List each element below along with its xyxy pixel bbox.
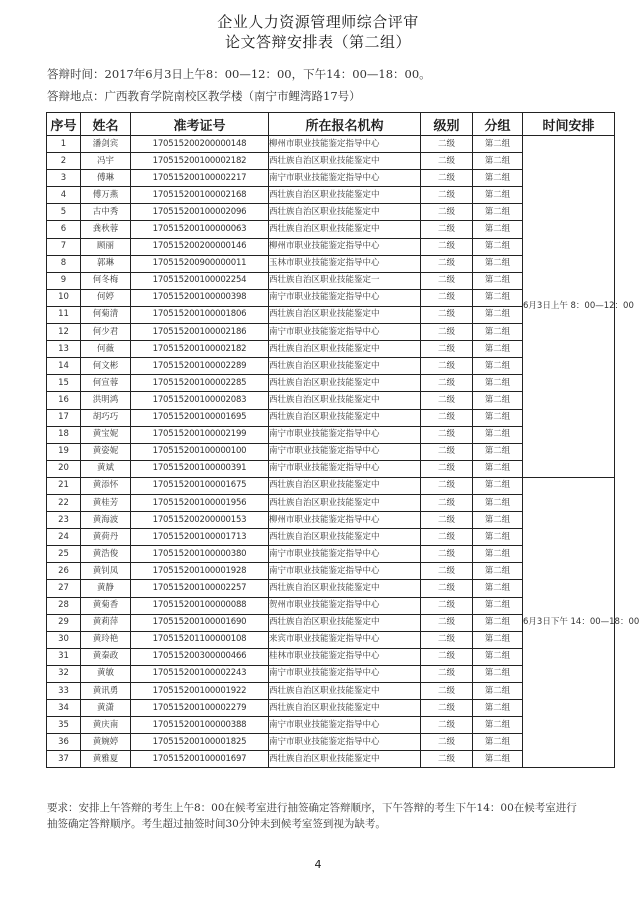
cell-organization: 玉林市职业技能鉴定指导中心	[269, 255, 421, 272]
cell-exam-id: 170515200100001690	[131, 614, 269, 631]
cell-name: 黄斌	[81, 460, 131, 477]
cell-number: 17	[47, 409, 81, 426]
cell-name: 古中秀	[81, 204, 131, 221]
cell-level: 二级	[421, 460, 473, 477]
cell-group: 第二组	[473, 751, 523, 768]
cell-level: 二级	[421, 170, 473, 187]
cell-group: 第二组	[473, 460, 523, 477]
cell-name: 何宣蓉	[81, 375, 131, 392]
schedule-table	[46, 112, 639, 768]
cell-exam-id: 170515200200000146	[131, 238, 269, 255]
cell-number: 32	[47, 665, 81, 682]
cell-name: 郭琳	[81, 255, 131, 272]
cell-organization: 西壮族自治区职业技能鉴定中	[269, 341, 421, 358]
cell-organization: 西壮族自治区职业技能鉴定中	[269, 494, 421, 511]
cell-exam-id: 170515200100000063	[131, 221, 269, 238]
cell-number: 34	[47, 700, 81, 717]
cell-name: 黄姿妮	[81, 443, 131, 460]
cell-organization: 西壮族自治区职业技能鉴定中	[269, 580, 421, 597]
cell-number: 9	[47, 272, 81, 289]
cell-exam-id: 170515200100001922	[131, 683, 269, 700]
cell-group: 第二组	[473, 477, 523, 494]
cell-level: 二级	[421, 734, 473, 751]
cell-group: 第二组	[473, 512, 523, 529]
cell-organization: 西壮族自治区职业技能鉴定中	[269, 477, 421, 494]
cell-number: 19	[47, 443, 81, 460]
cell-number: 30	[47, 631, 81, 648]
cell-organization: 西壮族自治区职业技能鉴定中	[269, 700, 421, 717]
cell-number: 11	[47, 306, 81, 323]
cell-organization: 西壮族自治区职业技能鉴定中	[269, 358, 421, 375]
cell-organization: 南宁市职业技能鉴定指导中心	[269, 324, 421, 341]
cell-name: 傅琳	[81, 170, 131, 187]
cell-organization: 西壮族自治区职业技能鉴定中	[269, 187, 421, 204]
cell-level: 二级	[421, 529, 473, 546]
cell-level: 二级	[421, 306, 473, 323]
document-subtitle: 论文答辩安排表（第二组）	[224, 33, 411, 51]
cell-group: 第二组	[473, 238, 523, 255]
cell-number: 25	[47, 546, 81, 563]
cell-level: 二级	[421, 614, 473, 631]
cell-group: 第二组	[473, 426, 523, 443]
cell-number: 37	[47, 751, 81, 768]
cell-group: 第二组	[473, 170, 523, 187]
cell-organization: 西壮族自治区职业技能鉴定中	[269, 529, 421, 546]
cell-number: 4	[47, 187, 81, 204]
cell-group: 第二组	[473, 665, 523, 682]
cell-organization: 西壮族自治区职业技能鉴定中	[269, 153, 421, 170]
cell-level: 二级	[421, 648, 473, 665]
cell-organization: 西壮族自治区职业技能鉴定中	[269, 751, 421, 768]
cell-organization: 南宁市职业技能鉴定指导中心	[269, 443, 421, 460]
cell-name: 黄秦政	[81, 648, 131, 665]
cell-organization: 西壮族自治区职业技能鉴定中	[269, 204, 421, 221]
cell-exam-id: 170515200900000011	[131, 255, 269, 272]
cell-exam-id: 170515200100001928	[131, 563, 269, 580]
cell-level: 二级	[421, 324, 473, 341]
cell-exam-id: 170515200100000088	[131, 597, 269, 614]
cell-level: 二级	[421, 665, 473, 682]
cell-name: 黄荷丹	[81, 529, 131, 546]
cell-name: 黄宝妮	[81, 426, 131, 443]
cell-name: 顾丽	[81, 238, 131, 255]
cell-level: 二级	[421, 546, 473, 563]
cell-number: 28	[47, 597, 81, 614]
cell-organization: 柳州市职业技能鉴定指导中心	[269, 136, 421, 153]
cell-level: 二级	[421, 563, 473, 580]
requirements-note: 要求：安排上午答辩的考生上午8：00在候考室进行抽签确定答辩顺序，下午答辩的考生下午14：00在候考室进行抽签确定答辩顺序。考生超过抽签时间30分钟未到候考室签到视为缺考。	[47, 802, 577, 830]
cell-group: 第二组	[473, 375, 523, 392]
cell-level: 二级	[421, 358, 473, 375]
cell-organization: 桂林市职业技能鉴定指导中心	[269, 648, 421, 665]
cell-name: 黄潇	[81, 700, 131, 717]
cell-exam-id: 170515200100002182	[131, 341, 269, 358]
cell-exam-id: 170515200100002243	[131, 665, 269, 682]
cell-level: 二级	[421, 426, 473, 443]
cell-name: 黄添怀	[81, 477, 131, 494]
cell-group: 第二组	[473, 494, 523, 511]
cell-number: 10	[47, 289, 81, 306]
col-header-name: 姓名	[81, 113, 131, 136]
cell-name: 黄敏	[81, 665, 131, 682]
cell-number: 16	[47, 392, 81, 409]
cell-name: 黄雅夏	[81, 751, 131, 768]
cell-name: 黄海波	[81, 512, 131, 529]
cell-group: 第二组	[473, 204, 523, 221]
cell-exam-id: 170515200300000466	[131, 648, 269, 665]
cell-level: 二级	[421, 631, 473, 648]
cell-number: 36	[47, 734, 81, 751]
cell-group: 第二组	[473, 392, 523, 409]
cell-organization: 南宁市职业技能鉴定指导中心	[269, 460, 421, 477]
cell-level: 二级	[421, 153, 473, 170]
cell-group: 第二组	[473, 153, 523, 170]
cell-group: 第二组	[473, 563, 523, 580]
cell-number: 12	[47, 324, 81, 341]
cell-number: 18	[47, 426, 81, 443]
cell-name: 何少君	[81, 324, 131, 341]
cell-name: 黄浩俊	[81, 546, 131, 563]
cell-level: 二级	[421, 187, 473, 204]
cell-exam-id: 170515200100001697	[131, 751, 269, 768]
cell-number: 7	[47, 238, 81, 255]
cell-exam-id: 170515200100002199	[131, 426, 269, 443]
cell-exam-id: 170515200100002279	[131, 700, 269, 717]
cell-group: 第二组	[473, 614, 523, 631]
cell-exam-id: 170515200100002217	[131, 170, 269, 187]
cell-organization: 南宁市职业技能鉴定指导中心	[269, 734, 421, 751]
cell-exam-id: 170515200100000380	[131, 546, 269, 563]
col-header-level: 级别	[421, 113, 473, 136]
cell-level: 二级	[421, 443, 473, 460]
cell-group: 第二组	[473, 683, 523, 700]
cell-level: 二级	[421, 717, 473, 734]
cell-level: 二级	[421, 238, 473, 255]
cell-organization: 西壮族自治区职业技能鉴定中	[269, 409, 421, 426]
cell-group: 第二组	[473, 631, 523, 648]
cell-organization: 南宁市职业技能鉴定指导中心	[269, 546, 421, 563]
cell-organization: 西壮族自治区职业技能鉴定一	[269, 272, 421, 289]
cell-exam-id: 170515200100002083	[131, 392, 269, 409]
cell-name: 黄庆南	[81, 717, 131, 734]
cell-group: 第二组	[473, 306, 523, 323]
cell-exam-id: 170515200100001806	[131, 306, 269, 323]
cell-number: 3	[47, 170, 81, 187]
cell-name: 黄钊凤	[81, 563, 131, 580]
cell-number: 24	[47, 529, 81, 546]
cell-number: 26	[47, 563, 81, 580]
cell-organization: 柳州市职业技能鉴定指导中心	[269, 238, 421, 255]
cell-level: 二级	[421, 341, 473, 358]
cell-organization: 西壮族自治区职业技能鉴定中	[269, 375, 421, 392]
table-row	[47, 136, 615, 153]
cell-group: 第二组	[473, 648, 523, 665]
cell-name: 黄菊香	[81, 597, 131, 614]
cell-number: 13	[47, 341, 81, 358]
cell-number: 21	[47, 477, 81, 494]
cell-exam-id: 170515200100001956	[131, 494, 269, 511]
cell-group: 第二组	[473, 529, 523, 546]
cell-number: 35	[47, 717, 81, 734]
cell-organization: 西壮族自治区职业技能鉴定中	[269, 614, 421, 631]
defense-place: 答辩地点：广西教育学院南校区教学楼（南宁市鲤湾路17号）	[47, 89, 361, 103]
cell-organization: 南宁市职业技能鉴定指导中心	[269, 289, 421, 306]
cell-name: 傅万燕	[81, 187, 131, 204]
cell-number: 29	[47, 614, 81, 631]
cell-name: 潘剑宾	[81, 136, 131, 153]
col-header-group: 分组	[473, 113, 523, 136]
cell-group: 第二组	[473, 580, 523, 597]
cell-exam-id: 170515200100001695	[131, 409, 269, 426]
cell-organization: 西壮族自治区职业技能鉴定中	[269, 392, 421, 409]
cell-exam-id: 170515200100002186	[131, 324, 269, 341]
cell-group: 第二组	[473, 289, 523, 306]
cell-group: 第二组	[473, 597, 523, 614]
cell-group: 第二组	[473, 187, 523, 204]
time-slot-afternoon: 6月3日下午 14：00—18：00	[523, 477, 615, 768]
cell-level: 二级	[421, 392, 473, 409]
cell-exam-id: 170515200100001825	[131, 734, 269, 751]
cell-exam-id: 170515200100002257	[131, 580, 269, 597]
cell-level: 二级	[421, 255, 473, 272]
cell-number: 8	[47, 255, 81, 272]
cell-level: 二级	[421, 204, 473, 221]
col-header-organization: 所在报名机构	[269, 113, 421, 136]
cell-group: 第二组	[473, 136, 523, 153]
cell-group: 第二组	[473, 546, 523, 563]
cell-name: 黄莉萍	[81, 614, 131, 631]
cell-organization: 来宾市职业技能鉴定指导中心	[269, 631, 421, 648]
cell-organization: 西壮族自治区职业技能鉴定中	[269, 306, 421, 323]
cell-exam-id: 170515200100001675	[131, 477, 269, 494]
cell-name: 何冬梅	[81, 272, 131, 289]
col-header-exam-id: 准考证号	[131, 113, 269, 136]
cell-exam-id: 170515200100002289	[131, 358, 269, 375]
cell-group: 第二组	[473, 700, 523, 717]
cell-name: 黄讯勇	[81, 683, 131, 700]
document-title: 企业人力资源管理师综合评审	[217, 13, 419, 31]
cell-name: 黄玲艳	[81, 631, 131, 648]
cell-number: 1	[47, 136, 81, 153]
cell-exam-id: 170515200100000100	[131, 443, 269, 460]
cell-level: 二级	[421, 409, 473, 426]
cell-exam-id: 170515200100002182	[131, 153, 269, 170]
cell-number: 20	[47, 460, 81, 477]
cell-name: 冯宇	[81, 153, 131, 170]
cell-group: 第二组	[473, 358, 523, 375]
cell-level: 二级	[421, 272, 473, 289]
cell-organization: 西壮族自治区职业技能鉴定中	[269, 683, 421, 700]
cell-exam-id: 170515200100000398	[131, 289, 269, 306]
cell-exam-id: 170515200100002285	[131, 375, 269, 392]
cell-organization: 南宁市职业技能鉴定指导中心	[269, 665, 421, 682]
cell-number: 31	[47, 648, 81, 665]
cell-level: 二级	[421, 289, 473, 306]
defense-time: 答辩时间：2017年6月3日上午8：00—12：00，下午14：00—18：00。	[47, 67, 431, 81]
cell-name: 黄桂芳	[81, 494, 131, 511]
cell-level: 二级	[421, 580, 473, 597]
cell-level: 二级	[421, 512, 473, 529]
cell-level: 二级	[421, 700, 473, 717]
cell-organization: 南宁市职业技能鉴定指导中心	[269, 426, 421, 443]
cell-level: 二级	[421, 683, 473, 700]
cell-name: 何婷	[81, 289, 131, 306]
cell-number: 6	[47, 221, 81, 238]
cell-level: 二级	[421, 751, 473, 768]
table-body	[47, 136, 639, 768]
cell-number: 22	[47, 494, 81, 511]
cell-exam-id: 170515200100002096	[131, 204, 269, 221]
cell-level: 二级	[421, 494, 473, 511]
cell-group: 第二组	[473, 272, 523, 289]
cell-name: 胡巧巧	[81, 409, 131, 426]
cell-name: 何菊清	[81, 306, 131, 323]
cell-organization: 南宁市职业技能鉴定指导中心	[269, 563, 421, 580]
cell-level: 二级	[421, 597, 473, 614]
cell-group: 第二组	[473, 221, 523, 238]
col-header-number: 序号	[47, 113, 81, 136]
cell-exam-id: 170515200100002168	[131, 187, 269, 204]
cell-name: 龚秋蓉	[81, 221, 131, 238]
cell-group: 第二组	[473, 717, 523, 734]
page-number: 4	[314, 858, 322, 871]
cell-group: 第二组	[473, 443, 523, 460]
cell-name: 何文彬	[81, 358, 131, 375]
cell-organization: 柳州市职业技能鉴定指导中心	[269, 512, 421, 529]
cell-number: 33	[47, 683, 81, 700]
cell-exam-id: 170515200100002254	[131, 272, 269, 289]
cell-organization: 南宁市职业技能鉴定指导中心	[269, 717, 421, 734]
cell-level: 二级	[421, 136, 473, 153]
cell-level: 二级	[421, 375, 473, 392]
cell-group: 第二组	[473, 734, 523, 751]
cell-group: 第二组	[473, 409, 523, 426]
cell-number: 5	[47, 204, 81, 221]
table-header-row	[47, 113, 615, 136]
cell-exam-id: 170515201100000108	[131, 631, 269, 648]
cell-number: 14	[47, 358, 81, 375]
cell-name: 黄婉婷	[81, 734, 131, 751]
cell-number: 15	[47, 375, 81, 392]
cell-exam-id: 170515200200000148	[131, 136, 269, 153]
col-header-time: 时间安排	[523, 113, 615, 136]
cell-name: 洪明鸿	[81, 392, 131, 409]
cell-exam-id: 170515200100000391	[131, 460, 269, 477]
table-row	[47, 477, 615, 494]
cell-level: 二级	[421, 477, 473, 494]
cell-organization: 贺州市职业技能鉴定指导中心	[269, 597, 421, 614]
cell-name: 何薇	[81, 341, 131, 358]
cell-number: 23	[47, 512, 81, 529]
cell-exam-id: 170515200100000388	[131, 717, 269, 734]
cell-number: 2	[47, 153, 81, 170]
cell-name: 黄静	[81, 580, 131, 597]
cell-exam-id: 170515200200000153	[131, 512, 269, 529]
cell-group: 第二组	[473, 341, 523, 358]
cell-exam-id: 170515200100001713	[131, 529, 269, 546]
cell-organization: 南宁市职业技能鉴定指导中心	[269, 170, 421, 187]
cell-group: 第二组	[473, 324, 523, 341]
cell-organization: 西壮族自治区职业技能鉴定中	[269, 221, 421, 238]
time-slot-morning: 6月3日上午 8：00—12：00	[523, 136, 615, 478]
cell-number: 27	[47, 580, 81, 597]
cell-level: 二级	[421, 221, 473, 238]
cell-group: 第二组	[473, 255, 523, 272]
